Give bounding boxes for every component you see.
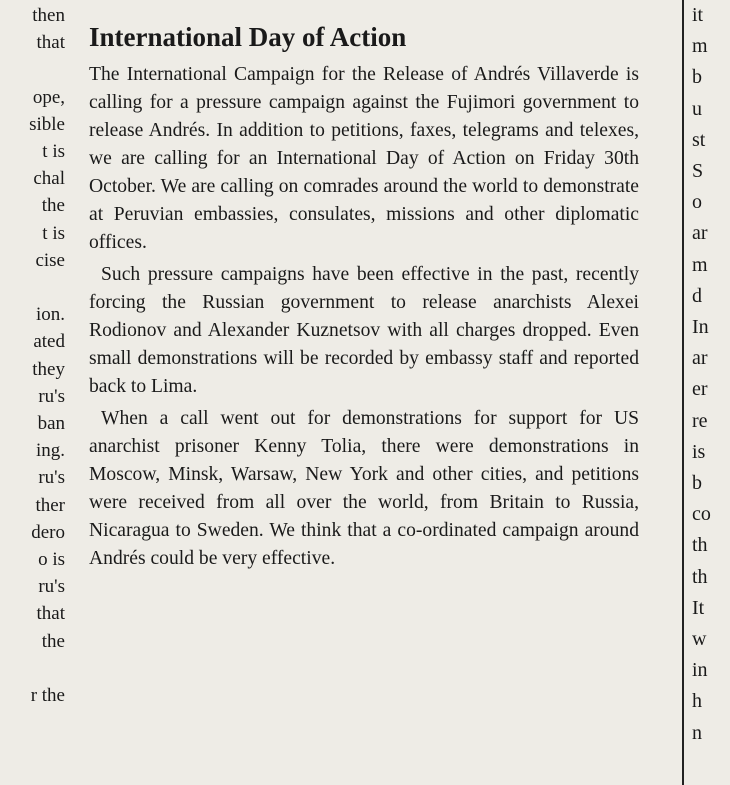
left-column-line: the: [41, 195, 65, 217]
right-column-line: m: [692, 253, 708, 276]
right-column-line: co: [692, 503, 711, 526]
right-column-fragment: [692, 0, 730, 785]
article-paragraph-3: When a call went out for demonstrations for support for US anarchist prisoner Kenny Tolia, there were demonstrations in Moscow, Minsk, Warsaw, New York and other cities, and petitions were received from all over the world, from Britain to Russia, Nicaragua to Sweden. We think that a co-ordinated campaign around Andrés could be very effective.: [89, 408, 639, 569]
left-column-line: ru's: [38, 385, 65, 407]
right-column-line: it: [692, 4, 704, 26]
right-column-line: In: [692, 316, 709, 338]
article-paragraph-1: The International Campaign for the Release of Andrés Villaverde is calling for a pressure campaign against the Fujimori government to release Andrés. In addition to petitions, faxes, telegrams and telexes, we are calling for an International Day of Action on Friday 30th October. We are calling on comrades around the world to demonstrate at Peruvian embassies, consulates, missions and other diplomatic offices.: [89, 64, 639, 253]
left-column-line: then: [32, 5, 65, 26]
right-column-line: It: [692, 596, 705, 619]
left-column-fragment: [0, 0, 70, 785]
left-column-line: ru's: [38, 467, 65, 489]
left-column-line: t is: [42, 222, 65, 244]
right-column-line: ar: [692, 347, 708, 370]
right-column-line: er: [692, 378, 708, 401]
right-column-line: o: [692, 191, 702, 214]
right-column-line: b: [692, 66, 702, 89]
left-column-line: ion.: [35, 304, 65, 326]
left-column-line: ther: [35, 494, 65, 516]
left-column-line: they: [32, 358, 65, 380]
right-column-line: re: [692, 409, 708, 432]
right-column-line: m: [692, 35, 708, 58]
column-divider: [682, 0, 684, 785]
left-column-line: ing.: [35, 440, 65, 462]
right-column-line: n: [692, 721, 702, 744]
article-paragraph-2: Such pressure campaigns have been effective in the past, recently forcing the Russian government to release anarchists Alexei Rodionov and Alexander Kuznetsov with all charges dropped. Even small demonstrations will be recorded by embassy staff and reported back to Lima.: [89, 264, 639, 397]
right-column-line: w: [692, 628, 707, 650]
left-column-line: cise: [35, 249, 65, 271]
left-column-line: that: [36, 603, 65, 625]
right-column-line: th: [692, 534, 708, 557]
left-column-line: ated: [33, 331, 65, 353]
right-column-line: th: [692, 565, 708, 588]
left-column-line: ru's: [38, 576, 65, 598]
right-column-line: is: [692, 440, 706, 463]
left-column-line: r the: [30, 685, 65, 706]
left-column-line: t is: [42, 141, 65, 162]
left-column-line: o is: [38, 549, 65, 570]
right-column-line: b: [692, 472, 702, 494]
left-column-line: ope,: [32, 86, 65, 108]
left-column-line: sible: [29, 113, 65, 135]
left-column-line: chal: [33, 168, 65, 190]
right-column-line: d: [692, 284, 702, 307]
article-title: International Day of Action: [89, 22, 407, 52]
right-column-line: ar: [692, 222, 708, 245]
left-column-line: ban: [37, 413, 65, 434]
left-column-line: the: [41, 630, 65, 652]
right-column-line: st: [692, 128, 706, 151]
right-column-line: in: [692, 659, 708, 682]
right-column-line: h: [692, 690, 702, 713]
right-column-line: u: [692, 97, 702, 120]
left-column-line: dero: [31, 521, 65, 543]
right-column-line: S: [692, 160, 704, 182]
article: [89, 20, 639, 573]
left-column-line: that: [36, 32, 65, 54]
